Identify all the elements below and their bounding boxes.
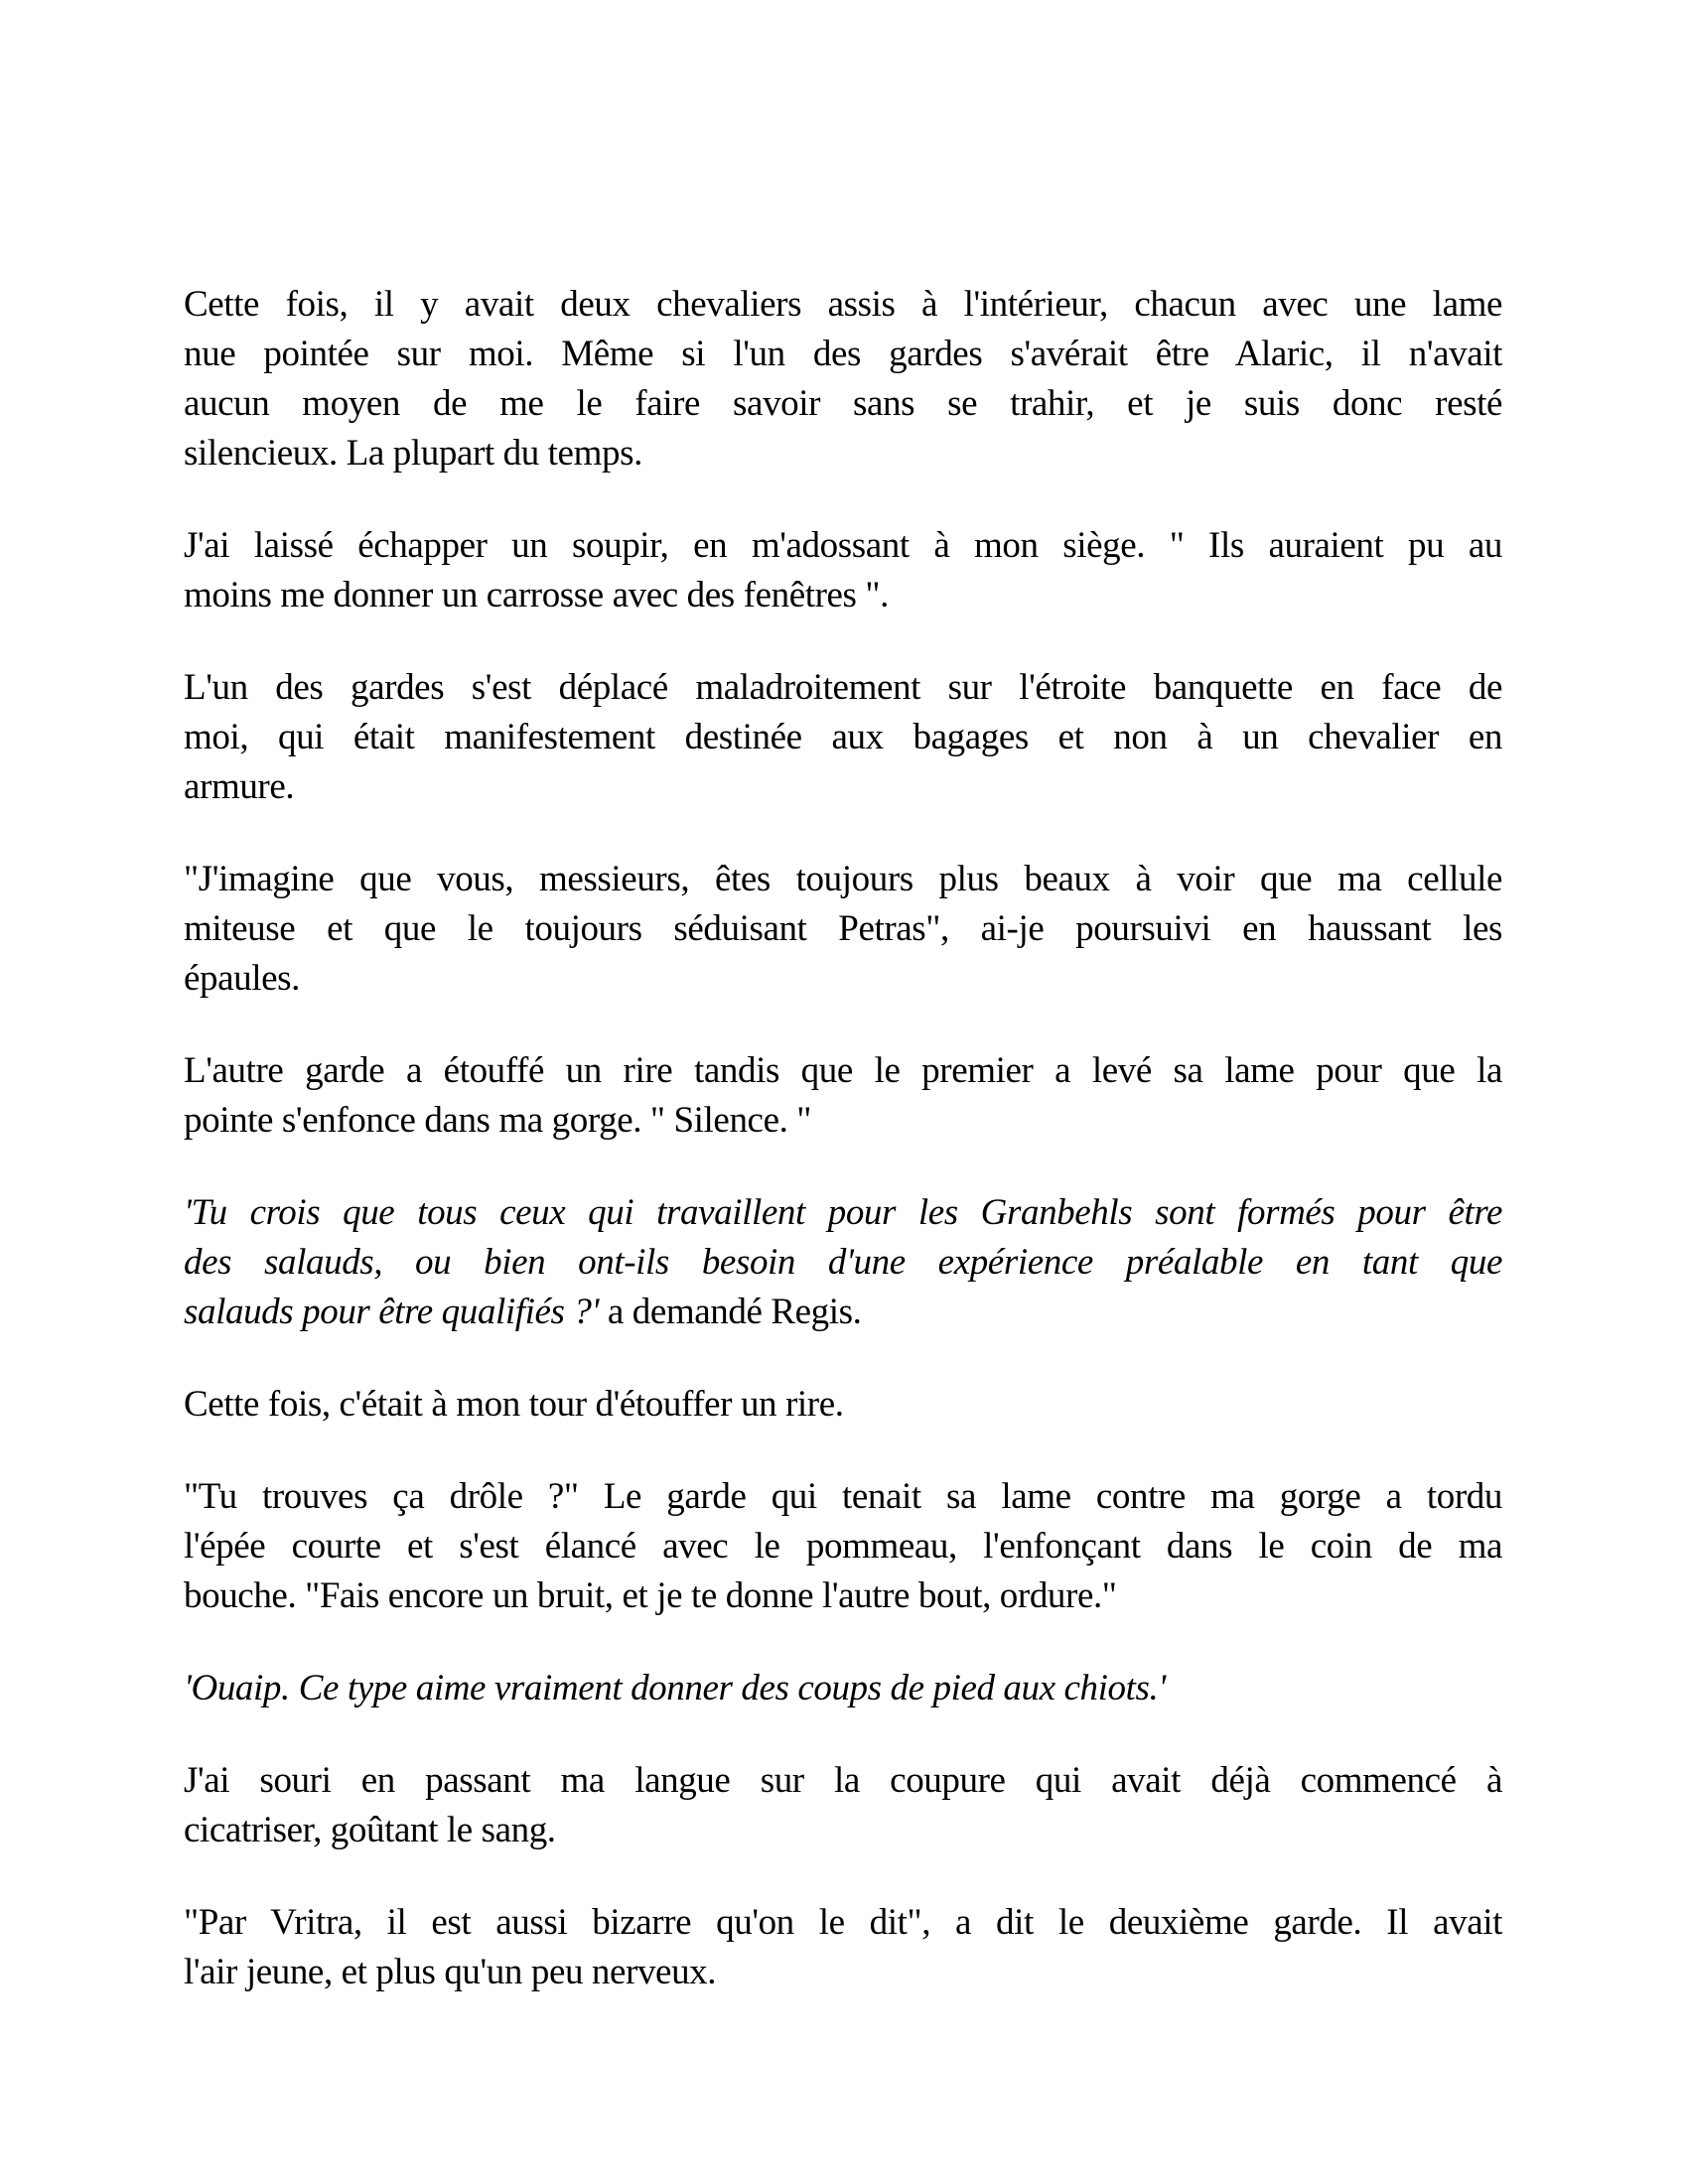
text-line [184, 1288, 1502, 1337]
paragraph [184, 855, 1502, 1004]
text-line: l'épée courte et s'est élancé avec le pommeau, l'enfonçant dans le coin de ma [184, 1526, 1502, 1567]
text-line: moins me donner un carrosse avec des fenêtres ". [184, 575, 889, 615]
text-line: 'Ouaip. Ce type aime vraiment donner des coups de pied aux chiots.' [184, 1668, 1166, 1708]
text-line: pointe s'enfonce dans ma gorge. " Silence. " [184, 1100, 811, 1141]
paragraph [184, 1380, 1502, 1430]
text-line: "Par Vritra, il est aussi bizarre qu'on le dit", a dit le deuxième garde. Il avait [184, 1902, 1502, 1943]
text-line: miteuse et que le toujours séduisant Petras", ai-je poursuivi en haussant les [184, 908, 1502, 949]
text-line: 'Tu crois que tous ceux qui travaillent pour les Granbehls sont formés pour être [184, 1192, 1502, 1233]
paragraph [184, 1188, 1502, 1337]
text-line: armure. [184, 766, 295, 807]
paragraph [184, 1898, 1502, 1997]
text-line: cicatriser, goûtant le sang. [184, 1810, 556, 1850]
paragraph [184, 521, 1502, 620]
paragraph [184, 1472, 1502, 1621]
text-line: épaules. [184, 958, 300, 999]
paragraph [184, 1756, 1502, 1855]
paragraph [184, 1664, 1502, 1713]
text-line: J'ai souri en passant ma langue sur la coupure qui avait déjà commencé à [184, 1760, 1502, 1801]
text-line: nue pointée sur moi. Même si l'un des gardes s'avérait être Alaric, il n'avait [184, 334, 1502, 374]
text-line: moi, qui était manifestement destinée aux bagages et non à un chevalier en [184, 717, 1502, 757]
text-line: "J'imagine que vous, messieurs, êtes toujours plus beaux à voir que ma cellule [184, 859, 1502, 899]
paragraph [184, 1046, 1502, 1146]
text-line: L'autre garde a étouffé un rire tandis que le premier a levé sa lame pour que la [184, 1050, 1502, 1091]
text-line: des salauds, ou bien ont-ils besoin d'une expérience préalable en tant que [184, 1242, 1502, 1283]
text-line: Cette fois, c'était à mon tour d'étouffer un rire. [184, 1384, 844, 1425]
text-line: "Tu trouves ça drôle ?" Le garde qui tenait sa lame contre ma gorge a tordu [184, 1476, 1502, 1517]
paragraph [184, 663, 1502, 812]
text-line: silencieux. La plupart du temps. [184, 433, 642, 474]
text-line: bouche. "Fais encore un bruit, et je te donne l'autre bout, ordure." [184, 1575, 1117, 1616]
text-column [184, 280, 1502, 1997]
italic-text-segment: salauds pour être qualifiés ?' [184, 1292, 608, 1332]
text-line: J'ai laissé échapper un soupir, en m'adossant à mon siège. " Ils auraient pu au [184, 525, 1502, 566]
text-line: l'air jeune, et plus qu'un peu nerveux. [184, 1952, 717, 1992]
normal-text-segment: a demandé Regis. [607, 1292, 862, 1332]
text-line: Cette fois, il y avait deux chevaliers assis à l'intérieur, chacun avec une lame [184, 284, 1502, 325]
paragraph [184, 280, 1502, 478]
text-line: aucun moyen de me le faire savoir sans se trahir, et je suis donc resté [184, 383, 1502, 424]
text-line: L'un des gardes s'est déplacé maladroitement sur l'étroite banquette en face de [184, 667, 1502, 708]
